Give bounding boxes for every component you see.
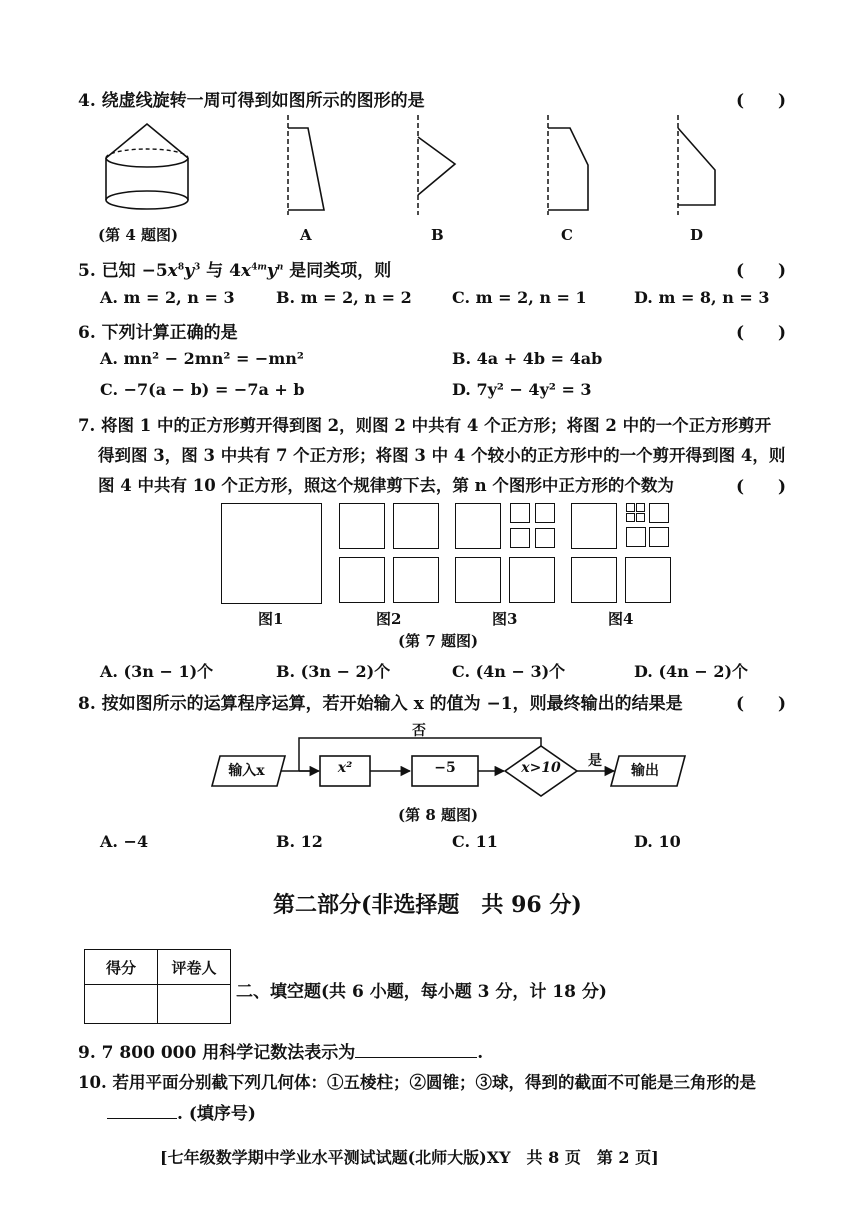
q5-mid: 与	[200, 261, 230, 281]
q8-option-a: A. −4	[100, 832, 149, 851]
q8-answer-paren: ( )	[736, 694, 787, 714]
q7-fig3-square	[455, 503, 501, 549]
score-table	[84, 949, 231, 1024]
score-cell[interactable]	[85, 985, 158, 1024]
q7-option-b: B. (3n − 2)个	[276, 662, 391, 681]
q8-option-d: D. 10	[634, 832, 681, 851]
q7-answer-paren: ( )	[736, 477, 787, 497]
q9-stem	[78, 1038, 483, 1063]
grader-cell[interactable]	[158, 985, 231, 1024]
q7-stem-line-2: 得到图 3，图 3 中共有 7 个正方形；将图 3 中 4 个较小的正方形中的一个剪开得到图 4，则	[98, 446, 786, 465]
q7-fig-label-4: 图4	[608, 610, 634, 628]
q5-option-a: A. m = 2, n = 3	[100, 288, 235, 307]
q4-figure-caption: (第 4 题图)	[98, 226, 179, 244]
q7-option-a: A. (3n − 1)个	[100, 662, 214, 681]
q8-output-label: 输出	[631, 763, 659, 779]
q5-answer-paren: ( )	[736, 261, 787, 281]
q7-fig4-small-square	[649, 527, 669, 547]
q4-answer-paren: ( )	[736, 91, 787, 111]
section-heading-fill-in: 二、填空题(共 6 小题，每小题 3 分，计 18 分)	[236, 982, 607, 1002]
q7-fig3-small-square	[510, 528, 530, 548]
q7-figure-caption: (第 7 题图)	[398, 632, 479, 650]
q5-option-b: B. m = 2, n = 2	[276, 288, 412, 307]
score-header: 得分	[85, 950, 158, 985]
q7-fig4-tiny-square	[636, 513, 645, 522]
q7-fig2-square	[339, 503, 385, 549]
q8-no-label: 否	[412, 723, 426, 739]
q7-fig4-square	[571, 503, 617, 549]
q7-fig4-small-square	[626, 527, 646, 547]
q7-fig2-square	[393, 503, 439, 549]
q4-label-d: D	[690, 226, 704, 244]
q10-answer-blank[interactable]	[107, 1118, 177, 1119]
q7-fig4-tiny-square	[626, 503, 635, 512]
q9-end: .	[477, 1043, 484, 1063]
q7-fig2-square	[393, 557, 439, 603]
grader-header: 评卷人	[158, 950, 231, 985]
q7-fig1-square	[221, 503, 322, 604]
q8-yes-label: 是	[588, 753, 602, 769]
q7-fig-label-2: 图2	[376, 610, 402, 628]
q4-label-b: B	[431, 226, 444, 244]
q8-minus5-label: −5	[434, 760, 456, 776]
q7-stem-line-3: 图 4 中共有 10 个正方形，照这个规律剪下去，第 n 个图形中正方形的个数为	[98, 476, 674, 495]
q5-term-1: $-5x^8y^3$	[141, 261, 201, 281]
q6-option-d: D. 7y² − 4y² = 3	[452, 380, 592, 399]
q7-fig4-tiny-square	[626, 513, 635, 522]
q4-label-c: C	[561, 226, 573, 244]
q5-stem	[78, 256, 391, 281]
q7-stem-line-1: 7. 将图 1 中的正方形剪开得到图 2，则图 2 中共有 4 个正方形；将图 2 中的一个正方形剪开	[78, 416, 772, 435]
q5-option-c: C. m = 2, n = 1	[452, 288, 587, 307]
q8-condition-label: x>10	[521, 760, 561, 776]
q4-label-a: A	[300, 226, 312, 244]
q7-fig4-small-square	[649, 503, 669, 523]
q4-option-b-figure	[410, 115, 460, 215]
q6-answer-paren: ( )	[736, 323, 787, 343]
page-footer: [七年级数学期中学业水平测试试题(北师大版)XY 共 8 页 第 2 页]	[160, 1148, 659, 1167]
q5-option-d: D. m = 8, n = 3	[634, 288, 770, 307]
q10-tail: . (填序号)	[177, 1104, 256, 1124]
q5-prefix: 5. 已知	[78, 261, 142, 281]
q7-fig4-tiny-square	[636, 503, 645, 512]
q10-stem-line-2	[107, 1099, 256, 1124]
q8-square-label: x²	[337, 760, 353, 776]
q8-input-label: 输入x	[228, 763, 265, 779]
q6-option-b: B. 4a + 4b = 4ab	[452, 349, 603, 368]
q7-fig2-square	[339, 557, 385, 603]
q4-option-a-figure	[280, 115, 330, 215]
q7-fig-label-1: 图1	[258, 610, 284, 628]
q5-term-2: $4x^{4m}y^n$	[229, 261, 284, 281]
q4-option-c-figure	[540, 115, 595, 215]
q8-option-c: C. 11	[452, 832, 498, 851]
q7-fig3-small-square	[510, 503, 530, 523]
q6-option-c: C. −7(a − b) = −7a + b	[100, 380, 305, 399]
q7-fig-label-3: 图3	[492, 610, 518, 628]
q7-fig4-square	[571, 557, 617, 603]
q9-answer-blank[interactable]	[355, 1057, 477, 1058]
q8-option-b: B. 12	[276, 832, 323, 851]
q8-figure-caption: (第 8 题图)	[398, 806, 479, 824]
q7-fig3-square	[509, 557, 555, 603]
q6-option-a: A. mn² − 2mn² = −mn²	[100, 349, 304, 368]
q10-stem-line-1: 10. 若用平面分别截下列几何体：①五棱柱；②圆锥；③球，得到的截面不可能是三角形的是	[78, 1073, 756, 1092]
q6-stem: 6. 下列计算正确的是	[78, 323, 238, 343]
q4-stem: 4. 绕虚线旋转一周可得到如图所示的图形的是	[78, 91, 425, 111]
q7-option-d: D. (4n − 2)个	[634, 662, 749, 681]
q7-fig4-square	[625, 557, 671, 603]
q7-fig3-small-square	[535, 528, 555, 548]
q4-solid-figure	[100, 122, 195, 222]
q4-option-d-figure	[670, 115, 725, 215]
part2-title: 第二部分(非选择题 共 96 分)	[273, 892, 582, 918]
q7-option-c: C. (4n − 3)个	[452, 662, 566, 681]
q7-fig3-small-square	[535, 503, 555, 523]
q5-suffix: 是同类项，则	[283, 261, 392, 281]
q7-fig3-square	[455, 557, 501, 603]
q9-text: 9. 7 800 000 用科学记数法表示为	[78, 1043, 356, 1063]
q8-stem: 8. 按如图所示的运算程序运算，若开始输入 x 的值为 −1，则最终输出的结果是	[78, 694, 683, 714]
